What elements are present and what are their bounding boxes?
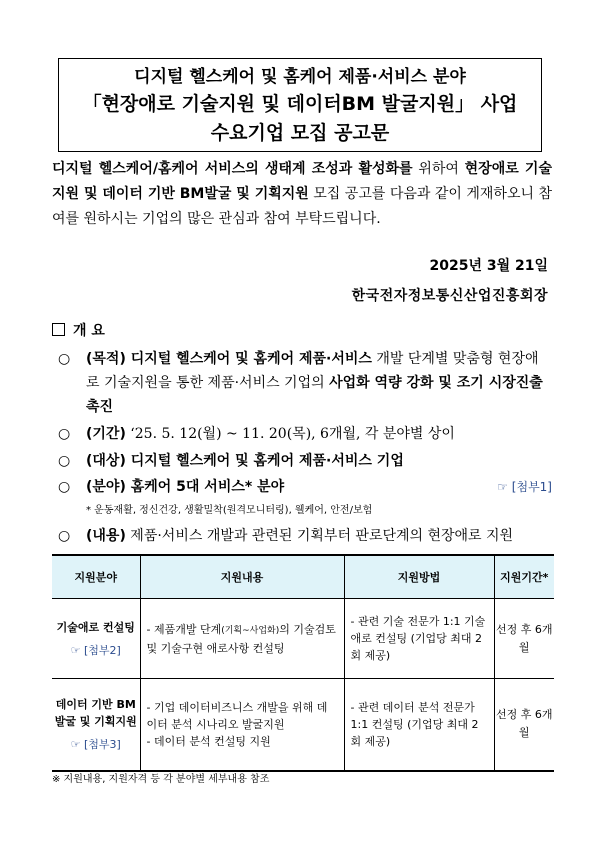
- row-content: [140, 599, 344, 679]
- row-field-label: 데이터 기반 BM발굴 및 기획지원: [54, 697, 137, 728]
- table-header: 지원내용: [140, 555, 344, 599]
- square-bullet-icon: [52, 323, 65, 336]
- intro-text-2: 모집 공고를 다음과 같이 게재하오니 참여를 원하시는 기업의 많은 관심과 참여 부탁드립니다.: [52, 186, 552, 227]
- item-content: [58, 524, 552, 548]
- row-field: [52, 679, 140, 771]
- period-label: (기간): [86, 426, 126, 442]
- circle-bullet-icon: ○: [58, 351, 71, 367]
- title-line-2: 「현장애로 기술지원 및 데이터BM 발굴지원」 사업: [82, 93, 518, 115]
- item-period: [58, 422, 552, 446]
- table-row: [52, 679, 554, 771]
- title-line-1: 디지털 헬스케어 및 홈케어 제품·서비스 분야: [134, 67, 466, 87]
- target-label: (대상) 디지털 헬스케어 및 홈케어 제품·서비스 기업: [86, 453, 404, 469]
- row-field-label: 기술애로 컨설팅: [56, 620, 135, 634]
- intro-bold-1: 디지털 헬스케어/홈케어 서비스의 생태계 조성과 활성화를: [52, 161, 413, 177]
- item-field: [58, 475, 552, 499]
- field-label: (분야) 홈케어 5대 서비스* 분야: [86, 479, 285, 495]
- purpose-text-a: 개발 단계별 맞춤형 현장애로 기술지원을 통한 제품·서비스 기업의: [86, 351, 539, 391]
- purpose-bold-a: 디지털 헬스케어 및 홈케어 제품·서비스: [125, 351, 372, 367]
- intro-paragraph: [52, 157, 552, 232]
- row-content-b: 의 기술검토 및 기술구현 애로사항 컨설팅: [146, 622, 336, 655]
- intro-bold-2: 현장애로 기술지원 및 데이터 기반 BM발굴 및 기획지원: [52, 161, 552, 202]
- content-text: 제품·서비스 개발과 관련된 기획부터 판로단계의 현장애로 지원: [125, 528, 514, 544]
- row-content-small: (기획~사업화): [221, 625, 280, 636]
- row-period: 선정 후 6개월: [494, 679, 554, 771]
- purpose-bold-b: 사업화 역량 강화 및 조기 시장진출 촉진: [86, 375, 543, 415]
- table-header: 지원분야: [52, 555, 140, 599]
- section-heading: [52, 320, 105, 340]
- circle-bullet-icon: ○: [58, 426, 71, 442]
- attachment-2-ref: ☞ [첨부2]: [70, 643, 121, 657]
- content-label: (내용): [86, 528, 126, 544]
- table-header: 지원기간*: [494, 555, 554, 599]
- row-period: 선정 후 6개월: [494, 599, 554, 679]
- row-field: [52, 599, 140, 679]
- circle-bullet-icon: ○: [58, 479, 71, 495]
- intro-text-1: 위하여: [412, 161, 465, 177]
- support-table: [52, 554, 554, 772]
- row-content-1: - 기업 데이터비즈니스 개발을 위해 데이터 분석 시나리오 발굴지원: [146, 700, 328, 731]
- row-method: - 관련 기술 전문가 1:1 기술애로 컨설팅 (기업당 최대 2회 제공): [344, 599, 494, 679]
- field-note: * 운동재활, 정신건강, 생활밀착(원격모니터링), 웰케어, 안전/보험: [86, 505, 373, 516]
- table-header: 지원방법: [344, 555, 494, 599]
- title-line-3: 수요기업 모집 공고문: [210, 122, 390, 144]
- attachment-1-ref: ☞ [첨부1]: [497, 480, 552, 494]
- section-title: 개 요: [73, 323, 105, 339]
- circle-bullet-icon: ○: [58, 453, 71, 469]
- purpose-label: (목적): [86, 351, 126, 367]
- title-box: [58, 58, 542, 152]
- organization-name: 한국전자정보통신산업진흥회장: [351, 288, 548, 304]
- table-header-row: [52, 555, 554, 599]
- item-target: [58, 449, 552, 473]
- announcement-date: 2025년 3월 21일: [429, 258, 548, 274]
- item-purpose: [58, 347, 552, 419]
- row-method: - 관련 데이터 분석 전문가 1:1 컨설팅 (기업당 최대 2회 제공): [344, 679, 494, 771]
- period-text: ‘25. 5. 12(월) ~ 11. 20(목), 6개월, 각 분야별 상이: [125, 426, 455, 442]
- row-content: [140, 679, 344, 771]
- row-content-a: - 제품개발 단계: [146, 622, 222, 636]
- row-content-2: - 데이터 분석 컨설팅 지원: [146, 734, 271, 748]
- footnote: ※ 지원내용, 지원자격 등 각 분야별 세부내용 참조: [52, 774, 270, 785]
- table-row: [52, 599, 554, 679]
- attachment-3-ref: ☞ [첨부3]: [70, 737, 121, 751]
- circle-bullet-icon: ○: [58, 528, 71, 544]
